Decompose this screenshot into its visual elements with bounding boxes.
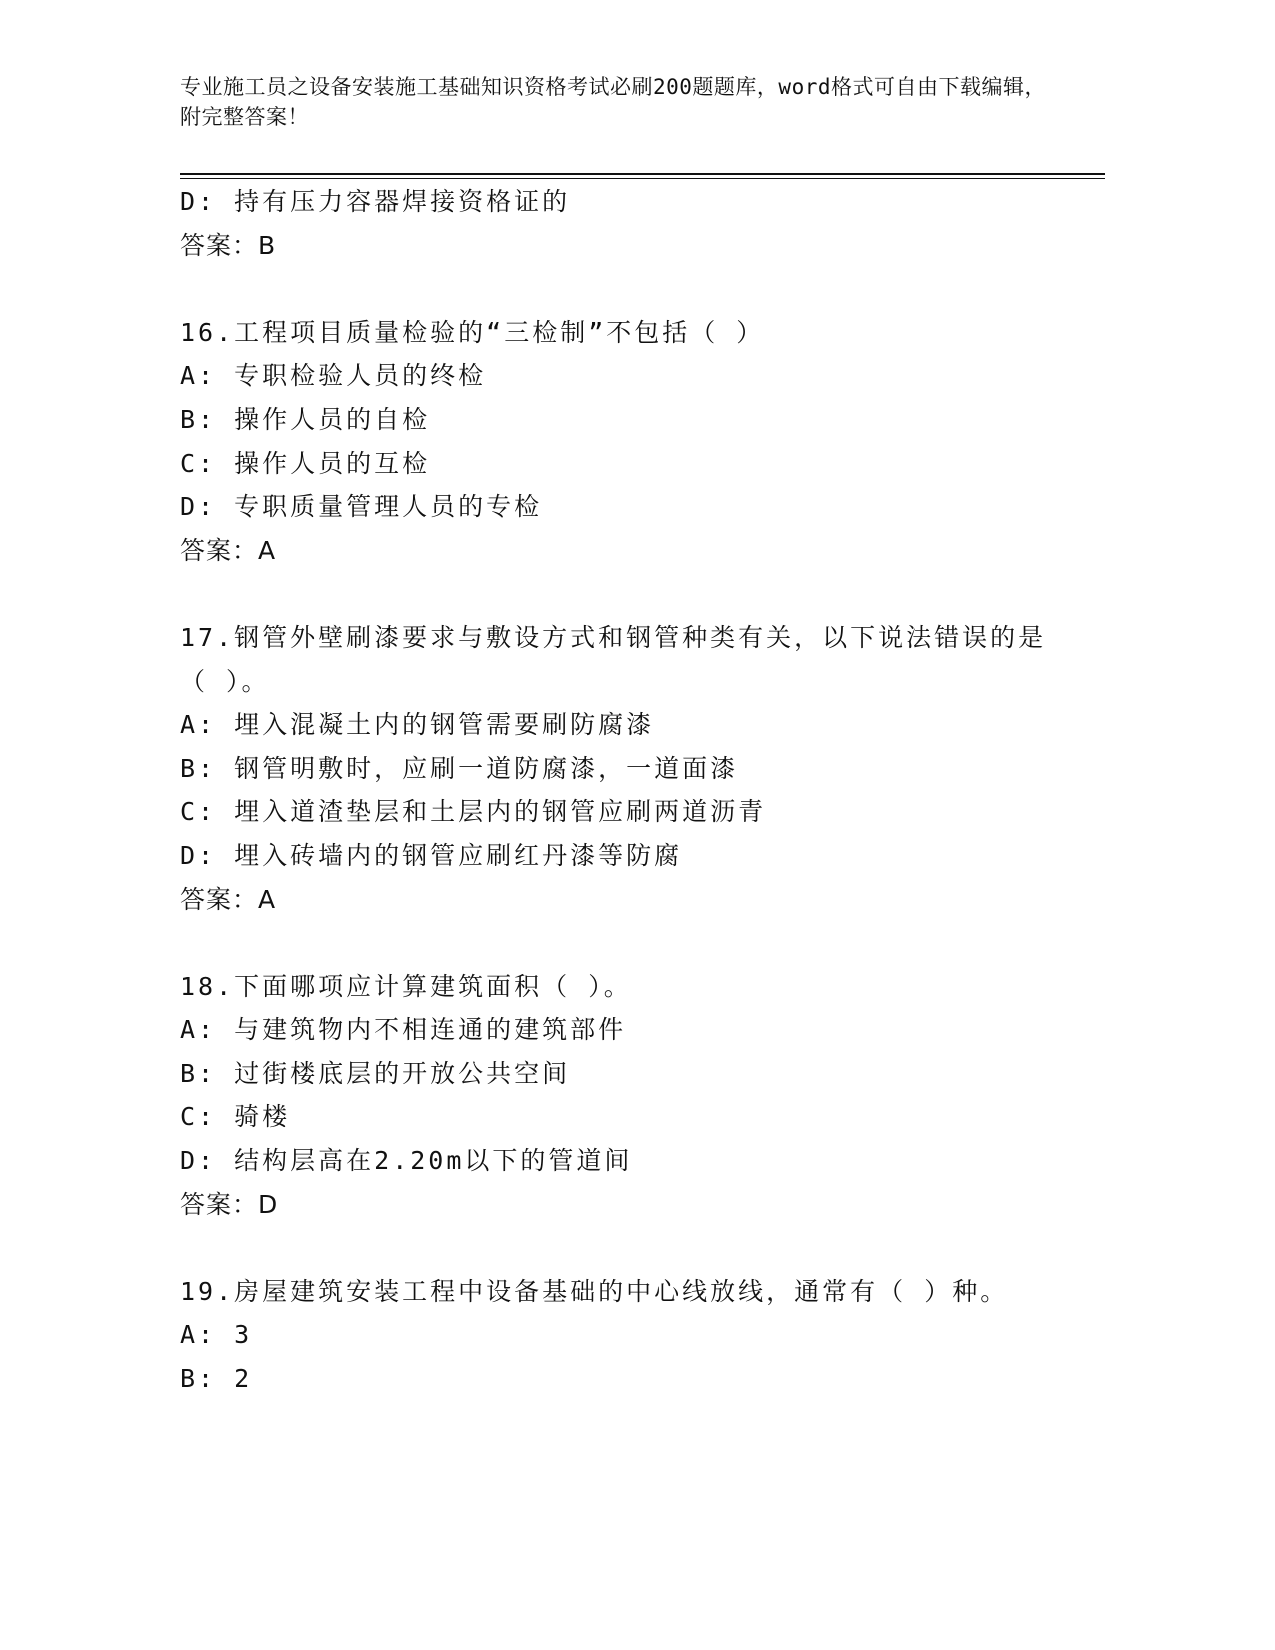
question-18-answer: 答案：D bbox=[180, 1189, 279, 1219]
prev-option-d: D: 持有压力容器焊接资格证的 bbox=[180, 187, 571, 216]
question-16-option-b: B: 操作人员的自检 bbox=[180, 404, 431, 434]
question-19-option-b: B: 2 bbox=[180, 1364, 253, 1394]
question-18-option-b: B: 过街楼底层的开放公共空间 bbox=[180, 1058, 571, 1088]
header-divider-thick bbox=[180, 173, 1105, 175]
question-17-option-b: B: 钢管明敷时，应刷一道防腐漆，一道面漆 bbox=[180, 753, 739, 783]
question-16-option-d: D: 专职质量管理人员的专检 bbox=[180, 492, 543, 522]
prev-answer: 答案：B bbox=[180, 230, 277, 260]
spacer bbox=[180, 921, 1060, 965]
document-header-title: 专业施工员之设备安装施工基础知识资格考试必刷200题题库，word格式可自由下载编辑，附完整答案！ bbox=[180, 75, 1046, 129]
header-divider-thin bbox=[180, 178, 1105, 179]
question-19-stem: 19.房屋建筑安装工程中设备基础的中心线放线，通常有（ ）种。 bbox=[180, 1276, 1009, 1306]
question-19-option-a: A: 3 bbox=[180, 1320, 253, 1350]
question-18-option-a: A: 与建筑物内不相连通的建筑部件 bbox=[180, 1015, 627, 1045]
question-16-stem: 16.工程项目质量检验的“三检制”不包括（ ） bbox=[180, 317, 765, 347]
question-17-stem-line2: （ ）。 bbox=[180, 666, 270, 696]
question-18-option-d: D: 结构层高在2.20m以下的管道间 bbox=[180, 1146, 633, 1176]
question-17-option-d: D: 埋入砖墙内的钢管应刷红丹漆等防腐 bbox=[180, 840, 683, 870]
question-17-stem-line1: 17.钢管外壁刷漆要求与敷设方式和钢管种类有关，以下说法错误的是 bbox=[180, 622, 1047, 652]
spacer bbox=[180, 1226, 1060, 1270]
question-17-answer: 答案：A bbox=[180, 884, 277, 914]
question-18-stem: 18.下面哪项应计算建筑面积（ ）。 bbox=[180, 971, 632, 1001]
question-17-option-c: C: 埋入道渣垫层和土层内的钢管应刷两道沥青 bbox=[180, 797, 767, 827]
spacer bbox=[180, 267, 1060, 311]
question-18-option-c: C: 骑楼 bbox=[180, 1102, 291, 1132]
question-16-answer: 答案：A bbox=[180, 535, 277, 565]
question-17-option-a: A: 埋入混凝土内的钢管需要刷防腐漆 bbox=[180, 710, 655, 740]
question-content bbox=[180, 180, 1060, 1401]
question-16-option-c: C: 操作人员的互检 bbox=[180, 448, 431, 478]
question-16-option-a: A: 专职检验人员的终检 bbox=[180, 361, 487, 391]
spacer bbox=[180, 572, 1060, 616]
